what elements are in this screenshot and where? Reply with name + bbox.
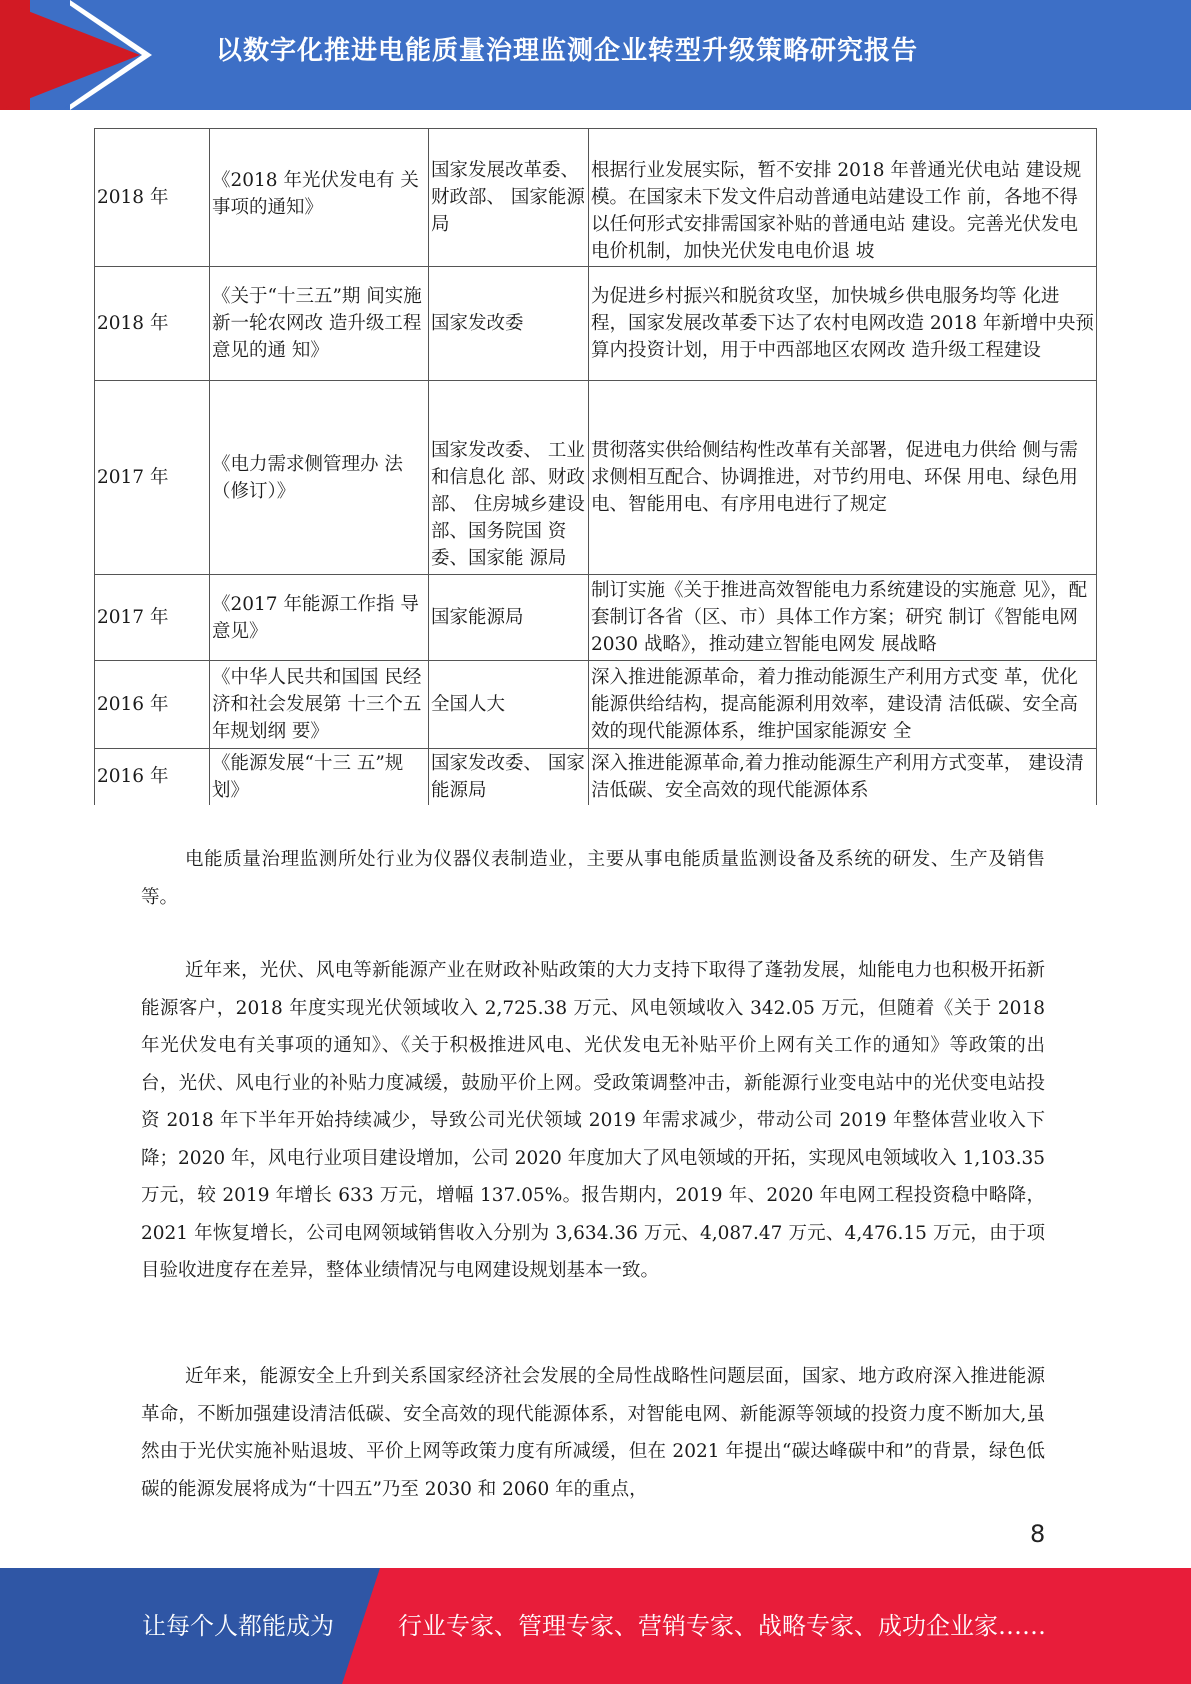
row-content: 根据行业发展实际，暂不安排 2018 年普通光伏电站 建设规模。在国家未下发文件启动普通电站建设工作 前，各地不得以任何形式安排需国家补贴的普通电站 建设。完善光伏发电电价机制，加快光伏发电电价退 坡 — [589, 129, 1097, 267]
row-policy-name: 《电力需求侧管理办 法（修订）》 — [210, 381, 429, 575]
row-policy-name: 《2018 年光伏发电有 关事项的通知》 — [210, 129, 429, 267]
row-issuer: 国家发展改革委、财政部、 国家能源局 — [429, 129, 589, 267]
policy-table — [94, 128, 1097, 805]
row-issuer: 国家能源局 — [429, 575, 589, 661]
row-content: 深入推进能源革命,着力推动能源生产利用方式变革， 建设清洁低碳、安全高效的现代能源体系 — [589, 749, 1097, 805]
report-title: 以数字化推进电能质量治理监测企业转型升级策略研究报告 — [216, 36, 919, 66]
row-year: 2017 年 — [95, 575, 210, 661]
row-year: 2016 年 — [95, 749, 210, 805]
table-row — [95, 267, 1097, 381]
row-policy-name: 《2017 年能源工作指 导意见》 — [210, 575, 429, 661]
table-row — [95, 661, 1097, 749]
body-paragraph-2: 近年来，光伏、风电等新能源产业在财政补贴政策的大力支持下取得了蓬勃发展，灿能电力也积极开拓新能源客户，2018 年度实现光伏领域收入 2,725.38 万元、风电领域收入 342.05 万元，但随着《关于 2018 年光伏发电有关事项的通知》、《关于积极推进风电、光伏发电无补贴平价上网有关工作的通知》等政策的出台，光伏、风电行业的补贴力度减缓，鼓励平价上网。受政策调整冲击，新能源行业变电站中的光伏变电站投资 2018 年下半年开始持续减少，导致公司光伏领域 2019 年需求减少，带动公司 2019 年整体营业收入下降；2020 年，风电行业项目建设增加，公司 2020 年度加大了风电领域的开拓，实现风电领域收入 1,103.35 万元，较 2019 年增长 633 万元，增幅 137.05%。报告期内，2019 年、2020 年电网工程投资稳中略降，2021 年恢复增长，公司电网领域销售收入分别为 3,634.36 万元、4,087.47 万元、4,476.15 万元，由于项目验收进度存在差异，整体业绩情况与电网建设规划基本一致。 — [141, 960, 1045, 1281]
row-issuer: 国家发改委 — [429, 267, 589, 381]
row-policy-name: 《中华人民共和国国 民经济和社会发展第 十三个五年规划纲 要》 — [210, 661, 429, 749]
page-footer — [0, 1568, 1191, 1684]
body-paragraph-3: 近年来，能源安全上升到关系国家经济社会发展的全局性战略性问题层面，国家、地方政府深入推进能源革命，不断加强建设清洁低碳、安全高效的现代能源体系，对智能电网、新能源等领域的投资力度不断加大,虽然由于光伏实施补贴退坡、平价上网等政策力度有所减缓，但在 2021 年提出“碳达峰碳中和”的背景，绿色低碳的能源发展将成为“十四五”乃至 2030 和 2060 年的重点， — [141, 1366, 1045, 1500]
row-year: 2018 年 — [95, 129, 210, 267]
row-policy-name: 《关于“十三五”期 间实施新一轮农网改 造升级工程意见的通 知》 — [210, 267, 429, 381]
table-row — [95, 749, 1097, 805]
row-content: 制订实施《关于推进高效智能电力系统建设的实施意 见》，配套制订各省（区、市）具体工作方案；研究 制订《智能电网 2030 战略》，推动建立智能电网发 展战略 — [589, 575, 1097, 661]
row-issuer: 国家发改委、 国家能源局 — [429, 749, 589, 805]
footer-slogan-left: 让每个人都能成为 — [142, 1612, 334, 1640]
row-content: 为促进乡村振兴和脱贫攻坚，加快城乡供电服务均等 化进程，国家发展改革委下达了农村电网改造 2018 年新增中央预算内投资计划，用于中西部地区农网改 造升级工程建设 — [589, 267, 1097, 381]
row-year: 2017 年 — [95, 381, 210, 575]
table-row — [95, 129, 1097, 267]
page-header — [0, 0, 1191, 110]
table-row — [95, 381, 1097, 575]
table-row — [95, 575, 1097, 661]
footer-slogan-right: 行业专家、管理专家、营销专家、战略专家、成功企业家…… — [398, 1612, 1046, 1640]
page-number: 8 — [1030, 1520, 1046, 1548]
row-content: 贯彻落实供给侧结构性改革有关部署，促进电力供给 侧与需求侧相互配合、协调推进，对节约用电、环保 用电、绿色用电、智能用电、有序用电进行了规定 — [589, 381, 1097, 575]
row-issuer: 全国人大 — [429, 661, 589, 749]
row-policy-name: 《能源发展“十三 五”规划》 — [210, 749, 429, 805]
row-year: 2018 年 — [95, 267, 210, 381]
header-red-arrow — [0, 0, 140, 110]
row-content: 深入推进能源革命，着力推动能源生产利用方式变 革，优化能源供给结构，提高能源利用效率，建设清 洁低碳、安全高效的现代能源体系，维护国家能源安 全 — [589, 661, 1097, 749]
row-year: 2016 年 — [95, 661, 210, 749]
row-issuer: 国家发改委、 工业和信息化 部、财政部、 住房城乡建设 部、国务院国 资委、国家能 源局 — [429, 381, 589, 575]
body-paragraph-1: 电能质量治理监测所处行业为仪器仪表制造业，主要从事电能质量监测设备及系统的研发、生产及销售等。 — [141, 849, 1045, 908]
